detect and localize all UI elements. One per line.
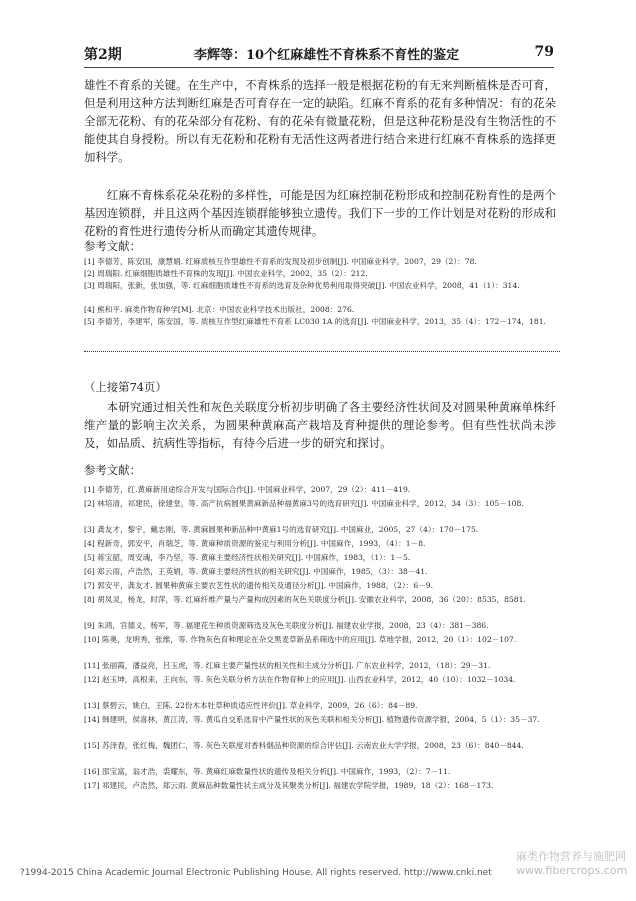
section-divider (84, 351, 560, 352)
reference-item: [5] 李德芳，李建军，陈安国，等. 质核互作型红麻雄性不育系 LC030 1A 的选育[J]. 中国麻业科学，2013，35（4）：172－174，181. (84, 317, 546, 326)
watermark-line: www.fibercrops.com (516, 864, 628, 877)
reference-item: [6] 郑云雨，卢浩然，王英娟，等. 黄麻主要经济性状的相关研究[J]. 中国麻作，1985，（3）：38－41. (84, 567, 428, 576)
body-paragraph-3: 本研究通过相关性和灰色关联度分析初步明确了各主要经济性状间及对圆果种黄麻单株纤维产量的影响主次关系，为圆果种黄麻高产栽培及育种提供的理论参考。但有些性状尚未涉及，如品质、抗病性等指标，有待今后进一步的研究和探讨。 (84, 400, 556, 450)
reference-item: [13] 蔡碧云，姚白，王陈. 22份木本牡草种质适应性评价[J]. 草业科学，2009，26（6）：84－89. (84, 701, 418, 710)
reference-item: [2] 林培清，祁建民，徐建堂，等. 高产抗病圆果黄麻新品种福黄麻3号的选育研究[J]. 中国麻业科学，2012，34（3）：105－108. (84, 499, 524, 508)
reference-item: [4] 熊和平. 麻类作物育种学[M]. 北京：中国农业科学技术出版社，2008：276. (84, 305, 355, 314)
reference-item: [11] 张丽霞，潘益亮，吕玉虎，等. 红麻主要产量性状的相关性和主成分分析[J]. 广东农业科学，2012，（18）：29－31. (84, 661, 491, 670)
reference-item: [8] 胡凤灵，杨龙，时萍，等. 红麻纤维产量与产量构成因素的灰色关联度分析[J]. 安徽农业科学，2008，36（20）：8535，8581. (84, 595, 526, 604)
reference-item: [16] 邵宝富，翁才浩，裘耀东，等. 黄麻红麻数量性状的遗传及相关分析[J]. 中国麻作，1993，（2）：7－11. (84, 767, 451, 776)
header-rule (84, 67, 554, 68)
copyright-footer: ?1994-2015 China Academic Journal Electronic Publishing House. All rights reserved. http://www.cnki.net (20, 868, 492, 878)
site-watermark (516, 850, 626, 878)
reference-item: [15] 苏泽春，张红梅，魏团仁，等. 灰色关联度对香料烟品种资源的综合评估[J]. 云南农业大学学报，2008，23（6）：840－844. (84, 741, 524, 750)
watermark-line: 麻类作物营养与施肥网 (516, 850, 626, 863)
reference-item: [12] 赵玉坤，高根来，王向东，等. 灰色关联分析方法在作物育种上的应用[J]. 山西农业科学，2012，40（10）：1032－1034. (84, 675, 516, 684)
reference-item: [5] 蒋宝韶，周安魂，李乃坚，等. 黄麻主要经济性状相关研究[J]. 中国麻作，1983，（1）：1－5. (84, 553, 411, 562)
references-heading: 参考文献： (84, 239, 141, 253)
page-header (84, 44, 554, 66)
reference-item: [10] 陈奥，龙明秀，张维，等. 作物灰色育种理论在杂交黑麦草新品系筛选中的应用[J]. 草地学报，2012，20（1）：102－107. (84, 635, 517, 644)
reference-item: [1] 李德芳，陈安国，康慧娟. 红麻质核互作型雄性不育系的发现及初步创制[J]. 中国麻业科学，2007，29（2）：78. (84, 257, 477, 266)
reference-item: [14] 韩建明，侯喜林，黄江涛，等. 黄瓜自交系选育中产量性状的灰色关联和相关分析[J]. 植物遗传资源学报，2004，5（1）：35－37. (84, 715, 540, 724)
issue-number: 第2期 (84, 47, 122, 63)
page-number: 79 (534, 44, 554, 60)
reference-item: [7] 郭安平，龚友才. 圆果种黄麻主要农艺性状的遗传相关及通径分析[J]. 中国麻作，1988，（2）：6－9. (84, 581, 433, 590)
reference-item: [3] 龚友才，黎宇，戴志刚，等. 黄麻圆果种新品种中黄麻1号的选育研究[J]. 中国麻业，2005，27（4）：170－175. (84, 525, 479, 534)
reference-item: [1] 李德芳，红.黄麻新用途综合开发与国际合作[J]. 中国麻业科学，2007，29（2）：411－419. (84, 485, 411, 494)
body-paragraph-1: 雄性不育系的关键。在生产中，不育株系的选择一般是根据花粉的有无来判断植株是否可育，但是利用这种方法判断红麻是否可育存在一定的缺陷。红麻不育系的花有多种情况：有的花朵全部无花粉、有的花朵部分有花粉、有的花朵有微量花粉，但是这种花粉是没有生物活性的不能使其自身授粉。所以有无花粉和花粉有无活性这两者进行结合来进行红麻不育株系的选择更加科学。 (84, 78, 556, 164)
reference-item: [17] 祁建民，卢浩然，郑云雨. 黄麻品种数量性状主成分及其聚类分析[J]. 福建农学院学报，1989，18（2）：168－173. (84, 781, 494, 790)
reference-item: [4] 程新奇，郭安平，肖瑞芝，等. 黄麻种质资源的鉴定与利用分析[J]. 中国麻作，1993，（4）：1－8. (84, 539, 426, 548)
body-paragraph-2: 红麻不育株系花朵花粉的多样性，可能是因为红麻控制花粉形成和控制花粉育性的是两个基因连锁群，并且这两个基因连锁群能够独立遗传。我们下一步的工作计划是对花粉的形成和花粉的育性进行遗传分析从而确定其遗传规律。 (84, 188, 556, 238)
reference-item: [2] 周瑞阳. 红麻细胞质雄性不育株的发现[J]. 中国农业科学，2002，35（2）：212. (84, 269, 368, 278)
continued-from-note: （上接第74页） (84, 380, 167, 394)
references-heading: 参考文献： (84, 463, 141, 477)
reference-item: [3] 周瑞阳，张新，张加强，等. 红麻细胞质雄性不育系的选育及杂种优势利用取得突破[J]. 中国农业科学，2008，41（1）：314. (84, 281, 520, 290)
reference-item: [9] 朱鸿，官德义，杨军，等. 福建花生种质资源筛选及灰色关联度分析[J]. 福建农业学报，2008，23（4）：381－386. (84, 621, 489, 630)
running-title: 李辉等：10个红麻雄性不育株系不育性的鉴定 (194, 48, 460, 63)
